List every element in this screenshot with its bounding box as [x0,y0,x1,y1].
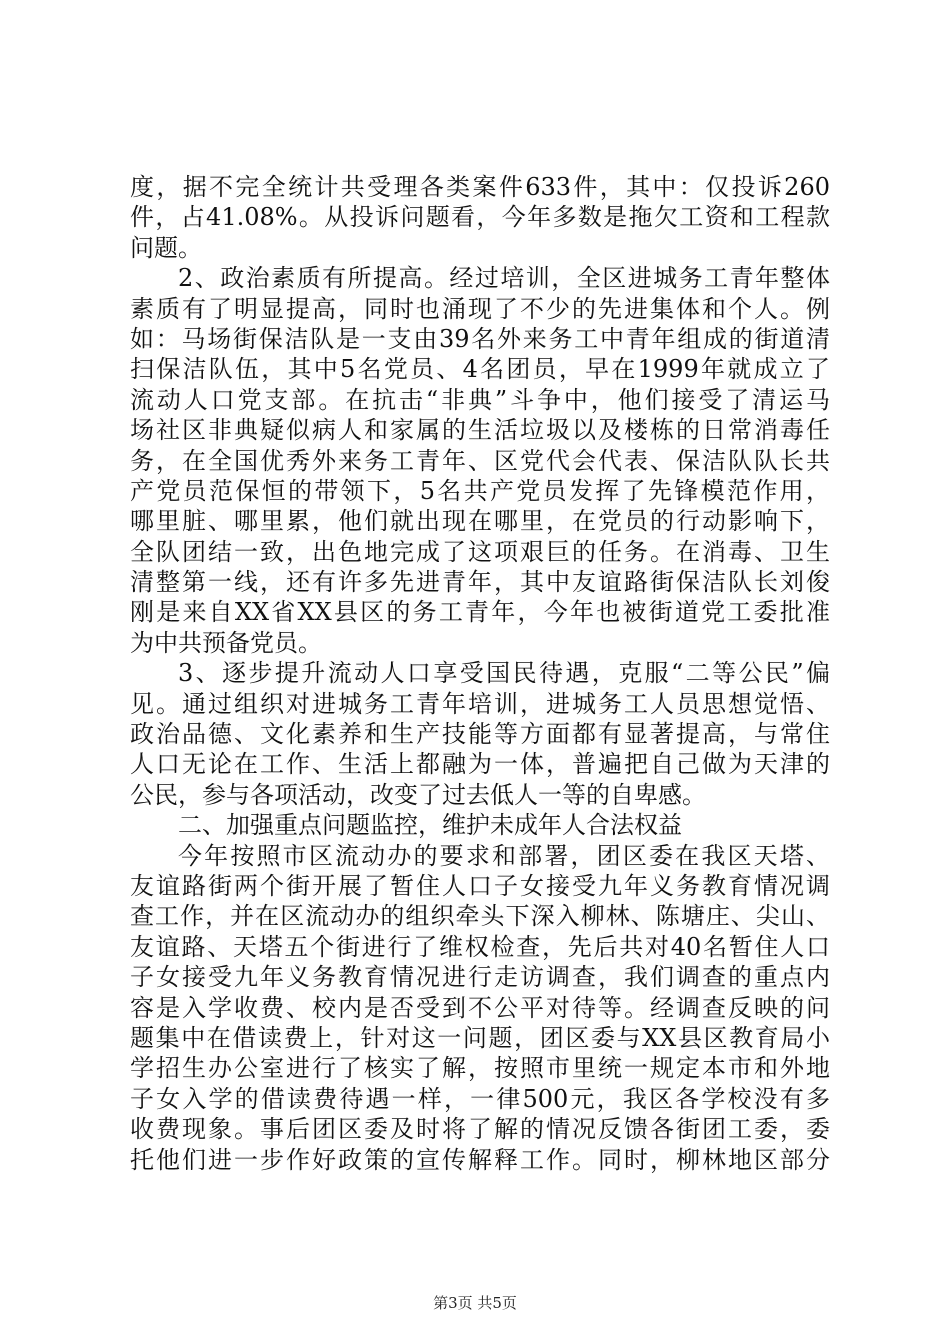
text-line: 问题。 [130,233,202,262]
text-line: 人口无论在工作、生活上都融为一体，普遍把自己做为天津的 [130,750,830,779]
text-line: 哪里脏、哪里累，他们就出现在哪里，在党员的行动影响下， [130,507,830,536]
text-line: 务，在全国优秀外来务工青年、区党代会代表、保洁队队长共 [130,446,830,475]
text-line: 友谊路街两个街开展了暂住人口子女接受九年义务教育情况调 [130,871,830,900]
text-line: 为中共预备党员。 [130,628,322,657]
text-line: 收费现象。事后团区委及时将了解的情况反馈各街团工委，委 [130,1115,830,1144]
text-line: 托他们进一步作好政策的宣传解释工作。同时，柳林地区部分 [130,1145,830,1174]
text-line: 容是入学收费、校内是否受到不公平对待等。经调查反映的问 [130,993,830,1022]
document-body [130,172,830,1175]
text-line: 流动人口党支部。在抗击“非典”斗争中，他们接受了清运马 [130,385,830,414]
text-line: 刚是来自XX省XX县区的务工青年，今年也被街道党工委批准 [130,598,830,627]
text-line: 素质有了明显提高，同时也涌现了不少的先进集体和个人。例 [130,294,830,323]
text-line: 子女接受九年义务教育情况进行走访调查，我们调查的重点内 [130,963,830,992]
text-line: 子女入学的借读费待遇一样，一律500元，我区各学校没有多 [130,1084,830,1113]
text-line: 学招生办公室进行了核实了解，按照市里统一规定本市和外地 [130,1054,830,1083]
text-line: 如：马场街保洁队是一支由39名外来务工中青年组成的街道清 [130,324,830,353]
text-line: 公民，参与各项活动，改变了过去低人一等的自卑感。 [130,780,706,809]
text-line: 见。通过组织对进城务工青年培训，进城务工人员思想觉悟、 [130,689,830,718]
paragraph-start-line: 3、逐步提升流动人口享受国民待遇，克服“二等公民”偏 [178,659,830,688]
page-footer: 第3页 共5页 [433,1294,517,1312]
text-line: 产党员范保恒的带领下，5名共产党员发挥了先锋模范作用， [130,476,830,505]
text-line: 清整第一线，还有许多先进青年，其中友谊路街保洁队长刘俊 [130,568,830,597]
text-line: 场社区非典疑似病人和家属的生活垃圾以及楼栋的日常消毒任 [130,416,830,445]
paragraph-start-line: 今年按照市区流动办的要求和部署，团区委在我区天塔、 [178,841,830,870]
text-line: 扫保洁队伍，其中5名党员、4名团员，早在1999年就成立了 [130,355,830,384]
section-heading: 二、加强重点问题监控，维护未成年人合法权益 [178,811,682,840]
text-line: 度，据不完全统计共受理各类案件633件，其中：仅投诉260 [130,173,830,201]
paragraph-start-line: 2、政治素质有所提高。经过培训，全区进城务工青年整体 [178,264,830,293]
text-line: 件，占41.08%。从投诉问题看，今年多数是拖欠工资和工程款 [130,203,830,232]
text-line: 查工作，并在区流动办的组织牵头下深入柳林、陈塘庄、尖山、 [130,902,830,931]
text-line: 政治品德、文化素养和生产技能等方面都有显著提高，与常住 [130,720,830,749]
text-line: 友谊路、天塔五个街进行了维权检查，先后共对40名暂住人口 [130,932,830,961]
text-line: 题集中在借读费上，针对这一问题，团区委与XX县区教育局小 [130,1023,830,1052]
text-line: 全队团结一致，出色地完成了这项艰巨的任务。在消毒、卫生 [130,537,830,566]
